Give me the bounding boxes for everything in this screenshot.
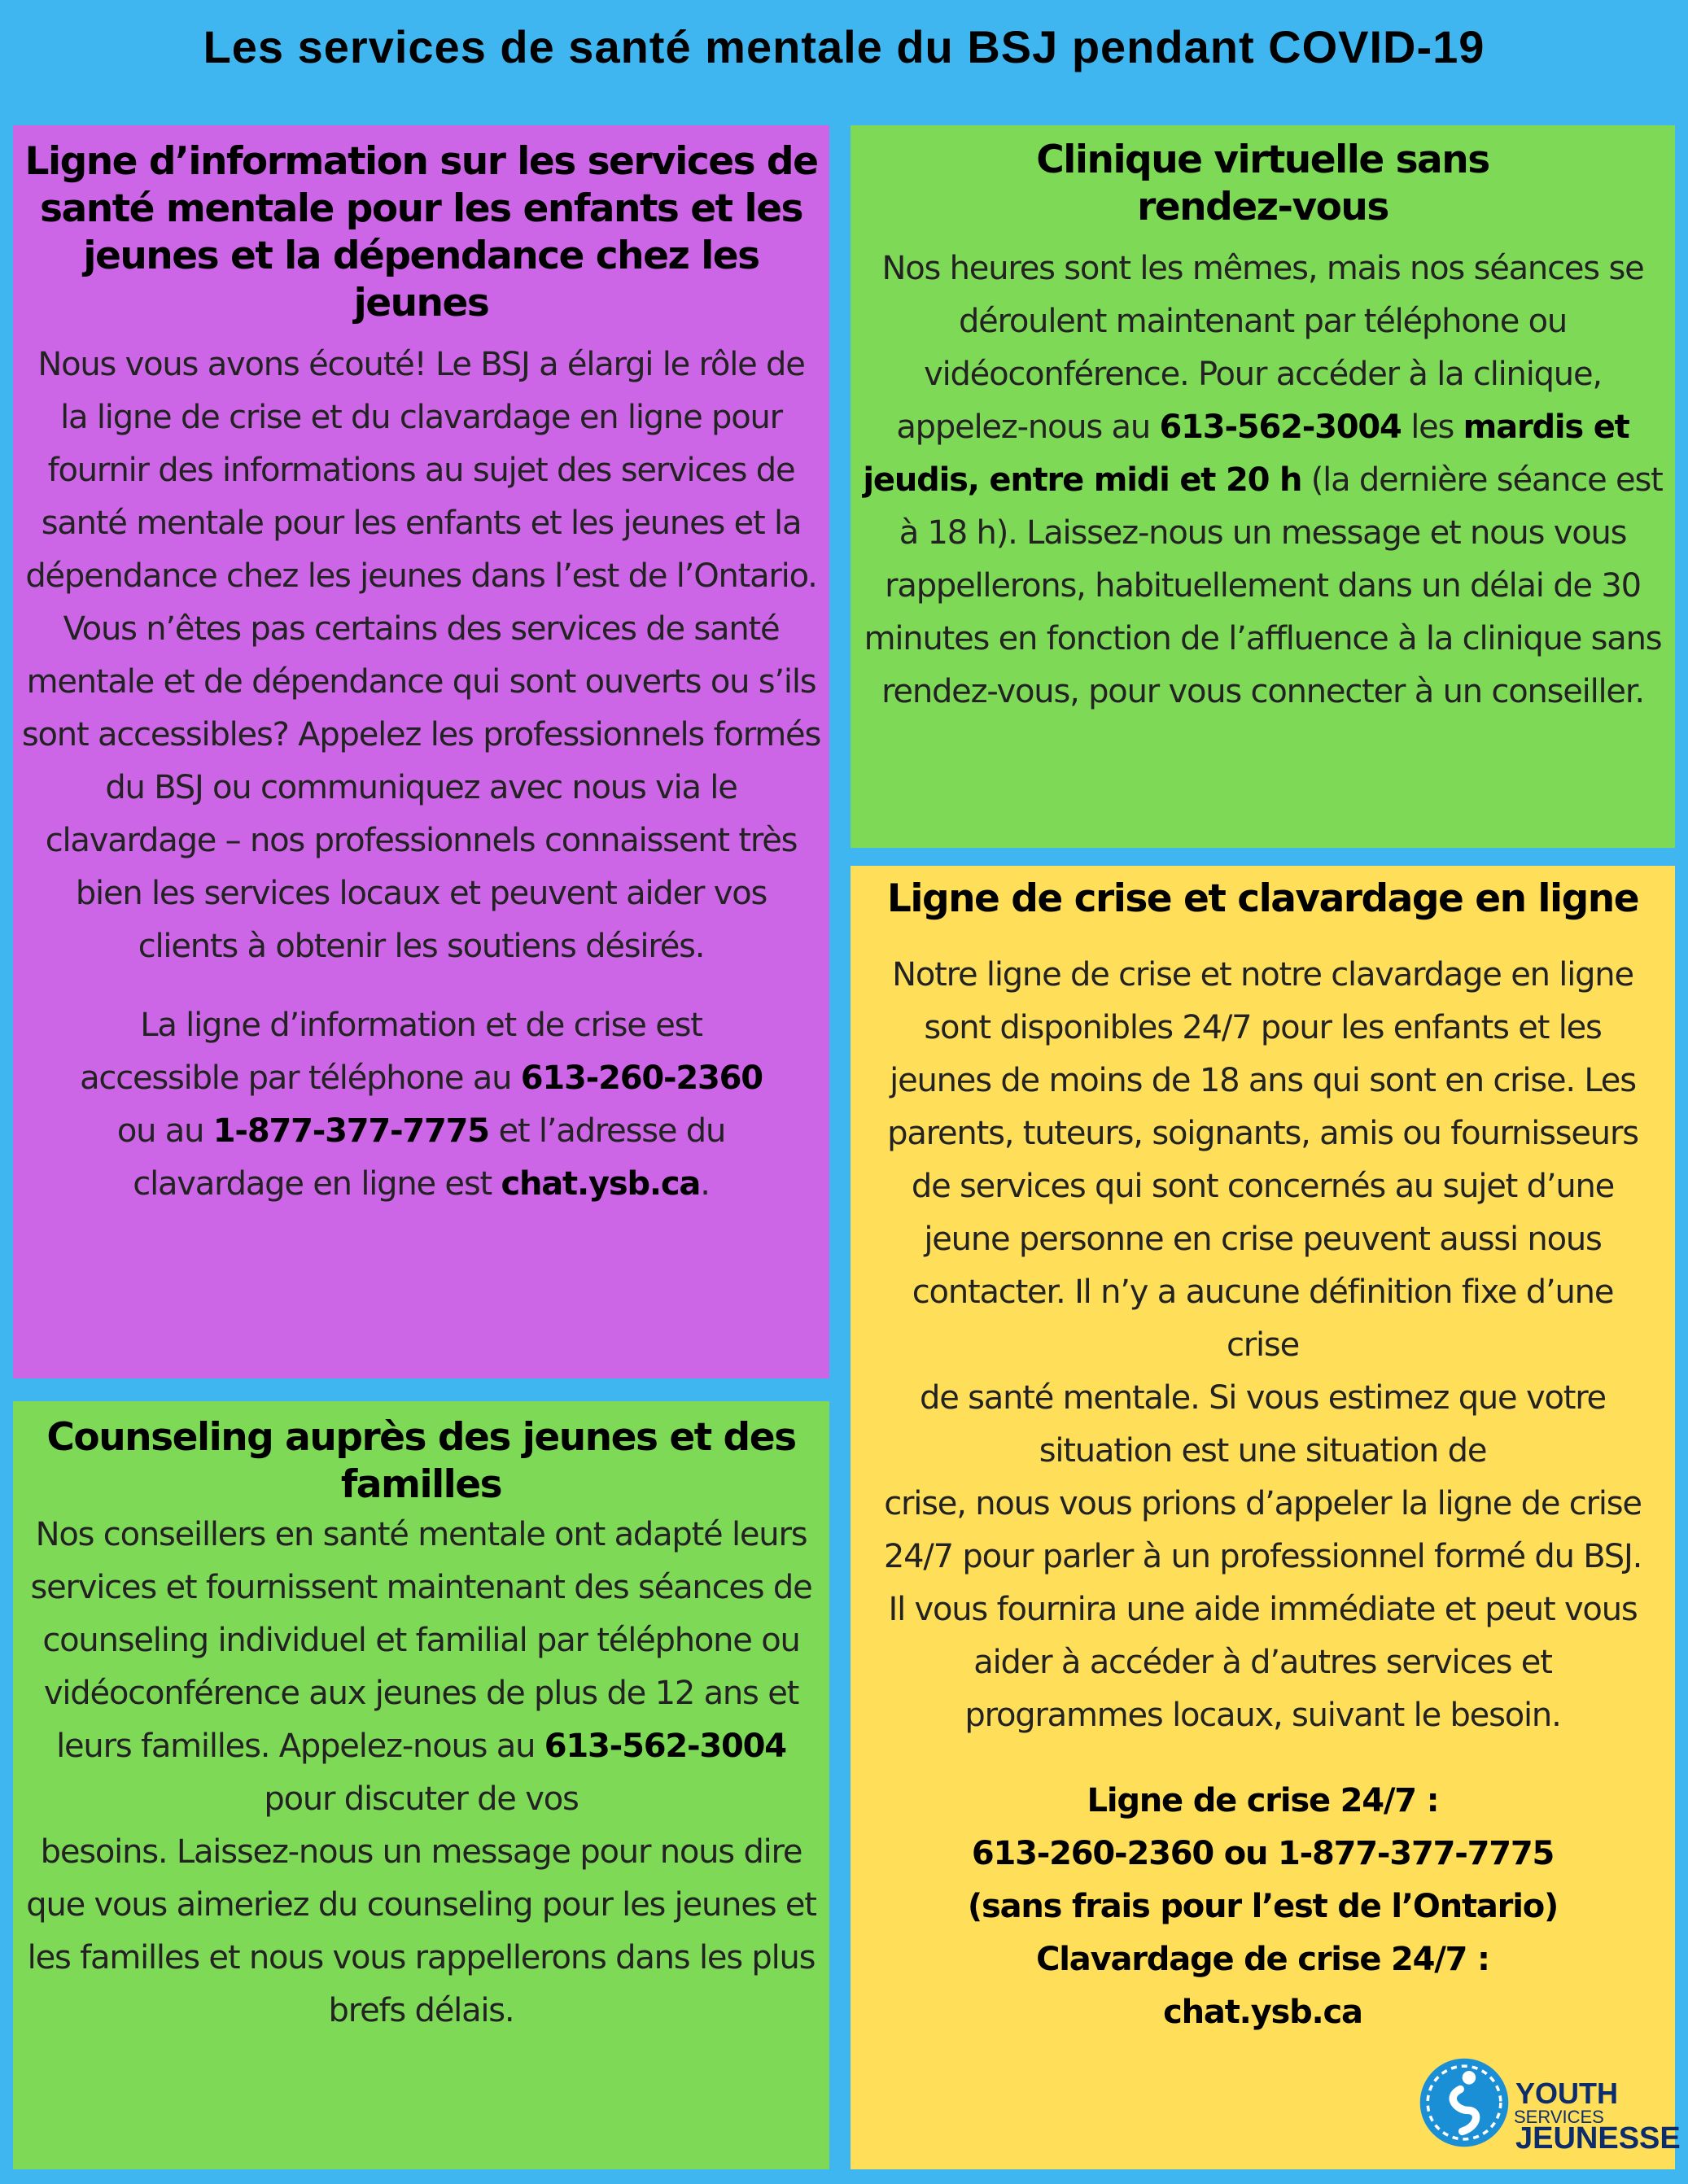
info-line-heading: Ligne d’information sur les services de santé mentale pour les enfants et les jeunes et la dépendance chez les jeunes (24, 139, 818, 325)
crisis-line-label: Ligne de crise 24/7 : (1087, 1782, 1439, 1819)
info-line-contact (21, 999, 821, 1211)
info-phone-1[interactable]: 613-260-2360 (520, 1059, 763, 1097)
counseling-phone[interactable]: 613-562-3004 (544, 1728, 786, 1765)
walk-in-body-2: les (1410, 408, 1454, 446)
walk-in-body (859, 242, 1667, 719)
crisis-chat-link[interactable]: chat.ysb.ca (1163, 1994, 1362, 2031)
walk-in-phone[interactable]: 613-562-3004 (1159, 408, 1402, 446)
or-text: ou au (116, 1112, 204, 1150)
ysb-logo-mark-icon (1416, 2055, 1512, 2151)
walk-in-body-1: Nos heures sont les mêmes, mais nos séances se déroulent maintenant par téléphone ou vidéoconférence. Pour accéder à la clinique, appelez-nous au (881, 250, 1644, 446)
chat-intro: et l’adresse du clavardage en ligne est (133, 1112, 726, 1203)
crisis-line-numbers[interactable]: 613-260-2360 ou 1-877-377-7775 (971, 1835, 1555, 1872)
counseling-heading: Counseling auprès des jeunes et des familles (46, 1415, 796, 1507)
crisis-body-1: Notre ligne de crise et notre clavardage en ligne sont disponibles 24/7 pour les enfants et les jeunes de moins de 18 ans qui sont en crise. Les parents, tuteurs, soignants, amis ou fournisseurs de services qui sont concernés au sujet d’une jeune personne en crise peuvent aussi nous contacter. Il n’y a aucune définition fixe d’une crise (887, 956, 1638, 1364)
contact-intro: La ligne d’information et de crise est accessible par téléphone au (80, 1007, 702, 1097)
counseling-body-2: pour discuter de vos (264, 1780, 579, 1818)
counseling-panel (13, 1401, 829, 2169)
crisis-toll-free: (sans frais pour l’est de l’Ontario) (967, 1888, 1559, 1925)
page-title: Les services de santé mentale du BSJ pendant COVID-19 (203, 21, 1485, 72)
walk-in-hours: mardis et jeudis, entre midi et 20 h (863, 408, 1629, 499)
crisis-panel (851, 866, 1675, 2169)
info-phone-2[interactable]: 1-877-377-7775 (212, 1112, 489, 1150)
logo-services-text: SERVICES (1514, 2107, 1604, 2127)
walk-in-panel (851, 125, 1675, 848)
info-line-panel (13, 125, 829, 1378)
counseling-body (21, 1509, 821, 1826)
end-period: . (700, 1165, 710, 1203)
logo-youth-text: YOUTH (1515, 2077, 1618, 2110)
crisis-body-2: de santé mentale. Si vous estimez que votre situation est une situation de (920, 1379, 1606, 1470)
walk-in-heading: Clinique virtuelle sans rendez-vous (1036, 138, 1489, 229)
crisis-chat-label: Clavardage de crise 24/7 : (1036, 1941, 1489, 1978)
ysb-logo (1416, 2046, 1681, 2169)
crisis-contacts (859, 1775, 1667, 2039)
info-chat-link[interactable]: chat.ysb.ca (501, 1165, 701, 1203)
walk-in-body-3: (la dernière séance est à 18 h). Laissez-nous un message et nous vous rappellerons, habituellement dans un délai de 30 minutes en fonction de l’affluence à la clinique sans rendez-vous, pour vous connecter à un conseiller. (864, 461, 1663, 710)
counseling-body-3: besoins. Laissez-nous un message pour nous dire que vous aimeriez du counseling pour les jeunes et les familles et nous vous rappellerons dans les plus brefs délais. (26, 1833, 816, 2029)
crisis-body-3: crise, nous vous prions d’appeler la ligne de crise 24/7 pour parler à un professionnel formé du BSJ. Il vous fournira une aide immédiate et peut vous aider à accéder à d’autres services et programmes locaux, suivant le besoin. (883, 1485, 1642, 1734)
logo-jeunesse-text: JEUNESSE (1515, 2121, 1681, 2156)
crisis-heading: Ligne de crise et clavardage en ligne (886, 876, 1639, 921)
counseling-body-1: Nos conseillers en santé mentale ont adapté leurs services et fournissent maintenant des séances de counseling individuel et familial par téléphone ou vidéoconférence aux jeunes de plus de 12 ans et leurs familles. Appelez-nous au (30, 1516, 812, 1765)
info-line-body: Nous vous avons écouté! Le BSJ a élargi le rôle de la ligne de crise et du clavardage en ligne pour fournir des informations au sujet des services de santé mentale pour les enfants et les jeunes et la dépendance chez les jeunes dans l’est de l’Ontario. Vous n’êtes pas certains des services de santé mentale et de dépendance qui sont ouverts ou s’ils sont accessibles? Appelez les professionnels formés du BSJ ou communiquez avec nous via le clavardage – nos professionnels connaissent très bien les services locaux et peuvent aider vos clients à obtenir les soutiens désirés. (21, 346, 821, 965)
